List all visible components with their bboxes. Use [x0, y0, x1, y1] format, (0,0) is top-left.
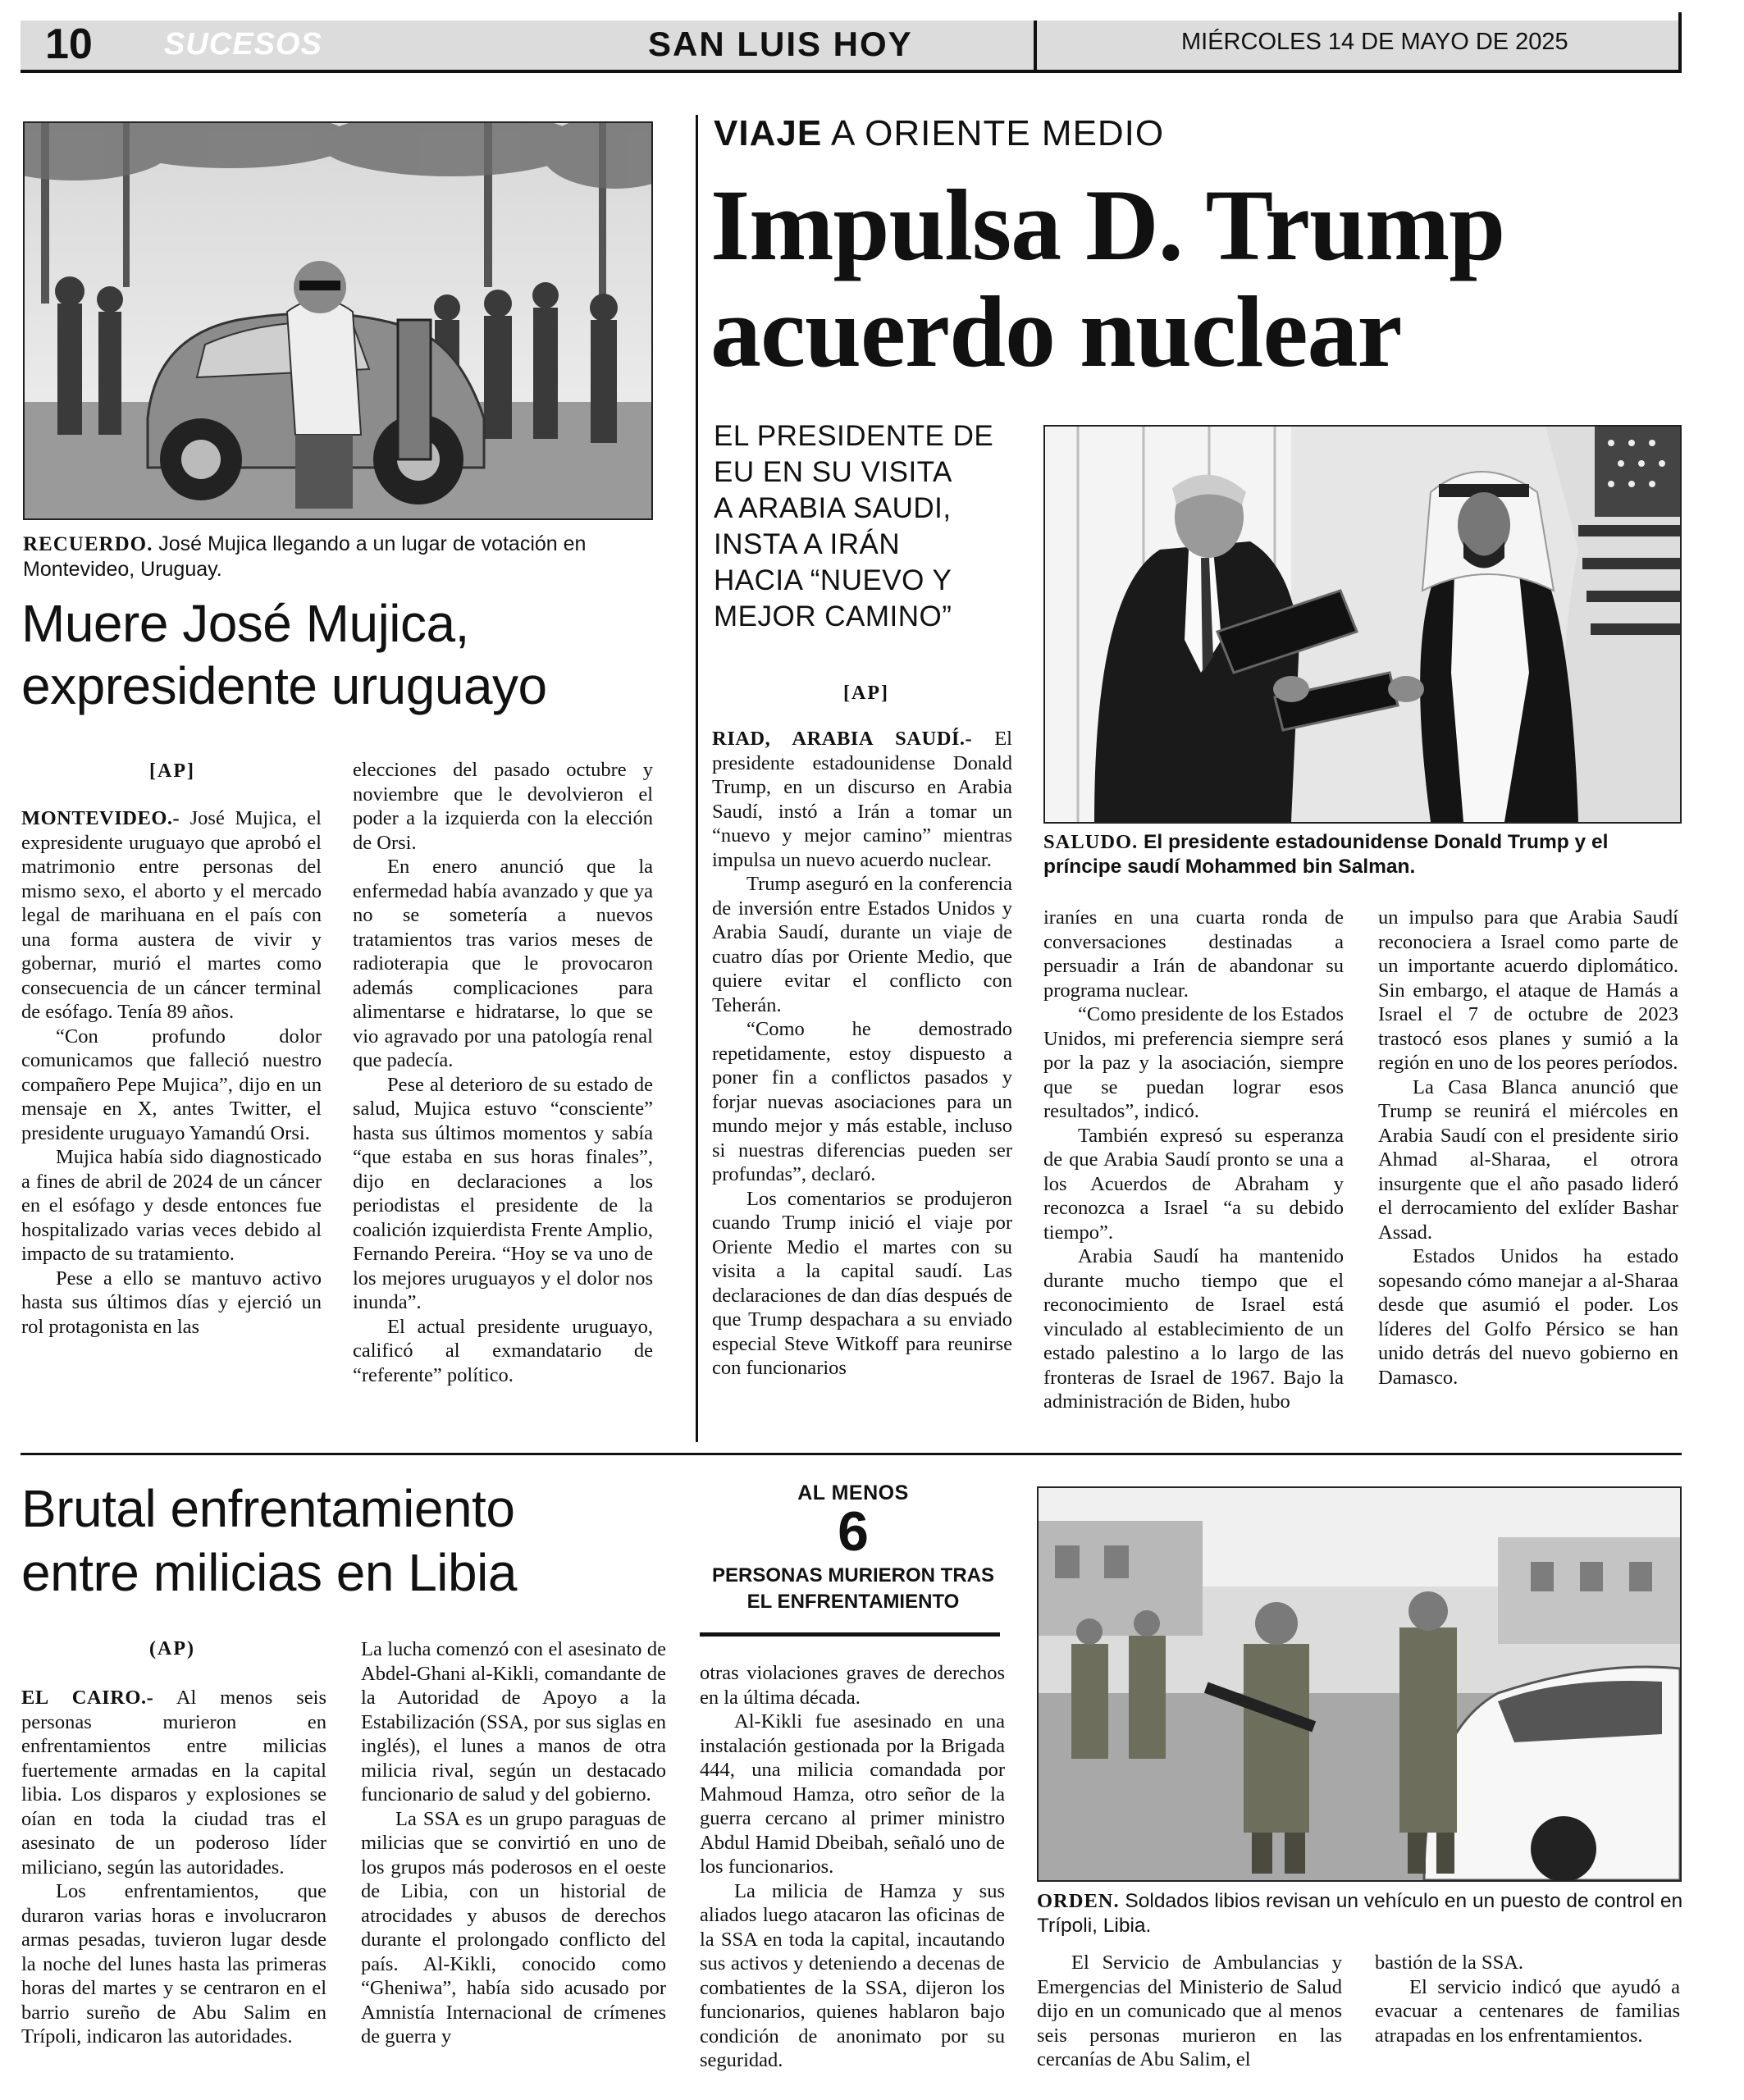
trump-photo — [1043, 425, 1682, 824]
libia-col3-p1: otras violaciones graves de derechos en la última década. — [700, 1662, 1005, 1709]
libia-headline — [21, 1477, 702, 1605]
issue-date: MIÉRCOLES 14 DE MAYO DE 2025 — [1181, 29, 1568, 55]
libia-col5-p1: bastión de la SSA. — [1375, 1952, 1524, 1974]
trump-col2-p2: “Como presidente de los Estados Unidos, mi preferencia siempre será por la paz y la asociación, siempre que se puedan lograr esos resultados”, indicó. — [1043, 1003, 1344, 1122]
trump-deck-line: A ARABIA SAUDI, — [714, 492, 952, 524]
libia-col1-p2: Los enfrentamientos, que duraron varias horas e involucraron armas pesadas, tuvieron lugar desde la noche del lunes hasta las primeras horas del martes y se centraron en el barrio sureño de Abu Salim en Trípoli, indicaron las autoridades. — [21, 1880, 326, 2048]
libia-col4-p1: El Servicio de Ambulancias y Emergencias del Ministerio de Salud dijo en un comunicado que al menos seis personas murieron en las cercanías de Abu Salim, el — [1037, 1952, 1342, 2070]
libia-body-col1 — [21, 1686, 326, 2049]
trump-col2-p3: También expresó su esperanza de que Arabia Saudí pronto se una a los Acuerdos de Abraham y reconozca a Israel “a su debido tiempo”. — [1043, 1124, 1344, 1244]
libia-photo — [1037, 1486, 1682, 1882]
mujica-headline-line1: Muere José Mujica, — [21, 594, 469, 653]
trump-deck-line: HACIA “NUEVO Y — [714, 564, 952, 596]
trump-headline — [710, 169, 1678, 388]
mujica-col2-p2: En enero anunció que la enfermedad había avanzado y que ya no se sometería a nuevos tratamientos tras varios meses de radioterapia que le provocaron además complicaciones para alimentarse e hidratarse, lo que se vio agravado por una patología renal que padecía. — [353, 856, 653, 1071]
trump-kicker-bold: VIAJE — [714, 113, 823, 153]
libia-stat-bottom-2: EL ENFRENTAMIENTO — [746, 1591, 960, 1613]
trump-col1-p1: El presidente estadounidense Donald Trump, en un discurso en Arabia Saudí, instó a Irán a tomar un “nuevo y mejor camino” mientras impulsa un nuevo acuerdo nuclear. — [712, 728, 1012, 871]
stat-underline-rule — [700, 1632, 1000, 1637]
mujica-photo-caption — [23, 532, 655, 582]
mujica-col2-p1: elecciones del pasado octubre y noviembre que le devolvieron el poder a la izquierda con la elección de Orsi. — [353, 759, 653, 854]
trump-col3-p3: Estados Unidos ha estado sopesando cómo manejar a al-Sharaa desde que asumió el poder. Los líderes del Golfo Pérsico se han unido detrás del nuevo gobierno en Damasco. — [1378, 1245, 1678, 1389]
mujica-col2-p3: Pese al deterioro de su estado de salud, Mujica estuvo “consciente” hasta sus últimos momentos y sabía “que estaba en sus horas finales”, dijo en declaraciones a los periodistas el presidente de la coalición izquierdista Frente Amplio, Fernando Pereira. “Hoy se va uno de los mejores uruguayos y el dolor nos inunda”. — [353, 1073, 653, 1313]
libia-col5-p2: El servicio indicó que ayudó a evacuar a centenares de familias atrapadas en los enfrentamientos. — [1375, 1975, 1680, 2047]
section-name: SUCESOS — [164, 27, 322, 62]
trump-dateline: RIAD, ARABIA SAUDÍ.- — [712, 728, 973, 750]
mujica-col1-p2: “Con profundo dolor comunicamos que falleció nuestro compañero Pepe Mujica”, dijo en un mensaje en X, antes Twitter, el presidente uruguayo Yamandú Orsi. — [21, 1025, 322, 1144]
libia-col2-p1: La lucha comenzó con el asesinato de Abdel-Ghani al-Kikli, comandante de la Autoridad de Apoyo a la Estabilización (SSA, por sus siglas en inglés), el lunes a manos de otra milicia rival, según un destacado funcionario de salud y del gobierno. — [361, 1638, 666, 1806]
section-rule — [21, 1453, 1682, 1455]
mujica-caption-lead: RECUERDO. — [23, 533, 153, 555]
libia-body-col2 — [361, 1637, 666, 2049]
trump-caption-lead: SALUDO. — [1043, 831, 1139, 853]
libia-stat-number: 6 — [838, 1500, 869, 1563]
mujica-headline — [21, 592, 678, 717]
mujica-photo — [23, 121, 653, 520]
trump-col1-p3: “Como he demostrado repetidamente, estoy dispuesto a poner fin a conflictos pasados y forjar nuevas asociaciones para un mundo mejor y más estable, incluso si nuestras diferencias pueden ser profundas”, declaró. — [712, 1018, 1012, 1185]
libia-stat-top: AL MENOS — [797, 1481, 909, 1504]
trump-kicker — [714, 113, 1164, 154]
trump-deck-line: EU EN SU VISITA — [714, 456, 952, 488]
mujica-col1-p1: José Mujica, el expresidente uruguayo que aprobó el matrimonio entre personas del mismo sexo, el aborto y el mercado legal de marihuana en el país con una forma austera de vivir y gobernar, murió el martes como consecuencia de un cáncer terminal de esófago. Tenía 89 años. — [21, 807, 322, 1023]
mujica-caption-text: José Mujica llegando a un lugar de votación en Montevideo, Uruguay. — [23, 532, 587, 581]
trump-col2-p1: iraníes en una cuarta ronda de conversaciones destinadas a persuadir a Irán de abandonar su programa nuclear. — [1043, 906, 1344, 1002]
mujica-body-col2 — [353, 758, 653, 1387]
column-rule — [696, 115, 698, 1442]
libia-col1-p1: Al menos seis personas murieron en enfrentamientos entre milicias fuertemente armadas en la capital libia. Los disparos y explosiones se oían en toda la ciudad tras el asesinato de un poderoso líder miliciano, según las autoridades. — [21, 1687, 326, 1879]
mujica-dateline: MONTEVIDEO.- — [21, 807, 180, 829]
trump-deck-line: INSTA A IRÁN — [714, 528, 901, 560]
header-divider — [1034, 21, 1037, 70]
libia-col3-p2: Al-Kikli fue asesinado en una instalación gestionada por la Brigada 444, una milicia comandada por Mahmoud Hamza, otro señor de la guerra cercano al primer ministro Abdul Hamid Dbeibah, señaló uno de los funcionarios. — [700, 1710, 1005, 1878]
trump-headline-line2: acuerdo nuclear — [710, 276, 1402, 388]
libia-headline-line2: entre milicias en Libia — [21, 1543, 517, 1602]
libia-col3-p3: La milicia de Hamza y sus aliados luego atacaron las oficinas de la SSA en toda la capital, incautando sus activos y deteniendo a decenas de combatientes de la SSA, dijeron los funcionarios, quienes hablaron bajo condición de anonimato por su seguridad. — [700, 1879, 1005, 2071]
mujica-col1-p4: Pese a ello se mantuvo activo hasta sus últimos días y ejerció un rol protagonista en las — [21, 1267, 322, 1338]
trump-agency: [AP] — [843, 682, 889, 704]
mujica-body-col1 — [21, 806, 322, 1339]
page-number: 10 — [45, 21, 93, 68]
trump-col1-p2: Trump aseguró en la conferencia de inversión entre Estados Unidos y Arabia Saudí, durante un viaje de cuatro días por Oriente Medio, que quiere evitar el conflicto con Teherán. — [712, 873, 1012, 1016]
libia-agency: (AP) — [149, 1638, 195, 1659]
header-edge-rule — [1678, 12, 1682, 73]
libia-caption-text: Soldados libios revisan un vehículo en un puesto de control en Trípoli, Libia. — [1037, 1890, 1683, 1937]
trump-col1-p4: Los comentarios se produjeron cuando Trump inició el viaje por Oriente Medio el martes con su visita a la capital saudí. Las declaraciones de dan días después de que Trump despachara a su enviado especial Steve Witkoff para reunirse con funcionarios — [712, 1187, 1012, 1379]
libia-stat-box — [701, 1481, 1005, 1615]
trump-body-col1 — [712, 727, 1012, 1381]
libia-body-col5 — [1375, 1951, 1680, 2048]
trump-col3-p2: La Casa Blanca anunció que Trump se reunirá el miércoles en Arabia Saudí con el presidente sirio Ahmad al-Sharaa, el otrora insurgente que el año pasado lideró el derrocamiento del exlíder Bashar Assad. — [1378, 1075, 1678, 1244]
libia-headline-line1: Brutal enfrentamiento — [21, 1479, 515, 1538]
mujica-agency: [AP] — [149, 760, 195, 782]
trump-body-col3 — [1378, 906, 1678, 1390]
trump-deck-line: MEJOR CAMINO” — [714, 600, 952, 632]
newspaper-name: SAN LUIS HOY — [648, 25, 913, 63]
mujica-col2-p4: El actual presidente uruguayo, calificó al exmandatario de “referente” político. — [353, 1315, 653, 1386]
trump-body-col2 — [1043, 906, 1344, 1414]
libia-photo-caption — [1037, 1889, 1685, 1938]
trump-deck — [714, 418, 1042, 635]
trump-kicker-rest: A ORIENTE MEDIO — [822, 113, 1165, 153]
trump-photo-caption — [1043, 830, 1683, 879]
libia-stat-bottom-1: PERSONAS MURIERON TRAS — [711, 1564, 995, 1586]
libia-caption-lead: ORDEN. — [1037, 1890, 1120, 1912]
trump-caption-text: El presidente estadounidense Donald Trump y el príncipe saudí Mohammed bin Salman. — [1043, 831, 1609, 878]
mujica-col1-p3: Mujica había sido diagnosticado a fines de abril de 2024 de un cáncer en el esófago y desde entonces fue hospitalizado varias veces debido al impacto de su tratamiento. — [21, 1146, 322, 1265]
trump-headline-line1: Impulsa D. Trump — [710, 169, 1505, 281]
mujica-headline-line2: expresidente uruguayo — [21, 656, 547, 715]
libia-col2-p2: La SSA es un grupo paraguas de milicias que se convirtió en uno de los grupos más poderosos en el oeste de Libia, con un historial de atrocidades y abusos de derechos durante el prolongado conflicto del país. Al-Kikli, conocido como “Gheniwa”, había sido acusado por Amnistía Internacional de crímenes de guerra y — [361, 1807, 666, 2048]
trump-deck-line: EL PRESIDENTE DE — [714, 420, 994, 452]
trump-col2-p4: Arabia Saudí ha mantenido durante mucho tiempo que el reconocimiento de Israel está vinculado al establecimiento de un estado palestino a lo largo de las fronteras de Israel de 1967. Bajo la administración de Biden, hubo — [1043, 1245, 1344, 1413]
libia-body-col4 — [1037, 1951, 1342, 2072]
trump-col3-p1: un impulso para que Arabia Saudí reconociera a Israel como parte de un importante acuerdo diplomático. Sin embargo, el ataque de Hamás a Israel el 7 de octubre de 2023 trastocó esos planes y sumió a la región en uno de los peores períodos. — [1378, 906, 1678, 1074]
libia-dateline: EL CAIRO.- — [21, 1687, 154, 1709]
libia-body-col3 — [700, 1661, 1005, 2073]
